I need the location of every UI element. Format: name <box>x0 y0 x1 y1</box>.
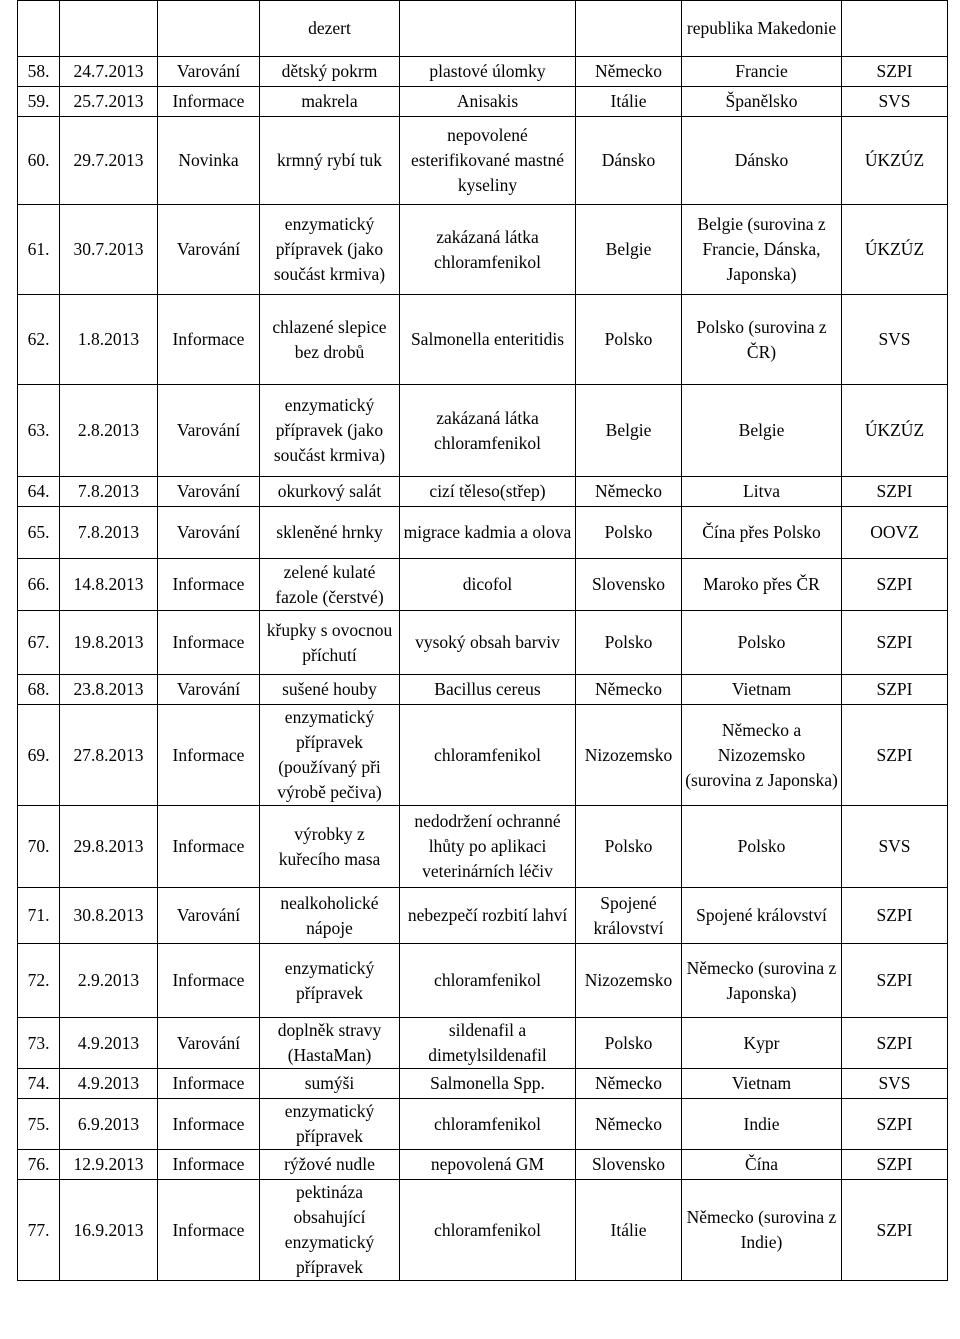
row-notifying-country: Polsko (surovina z ČR) <box>682 295 842 385</box>
table-row <box>18 888 948 944</box>
row-origin-country: Dánsko <box>576 117 682 205</box>
row-authority: SZPI <box>842 57 948 87</box>
row-origin-country: Itálie <box>576 87 682 117</box>
row-notifying-country: Maroko přes ČR <box>682 559 842 611</box>
row-number: 76. <box>18 1150 60 1180</box>
row-type: Varování <box>158 57 260 87</box>
row-notifying-country: Polsko <box>682 611 842 675</box>
row-origin-country: Německo <box>576 477 682 507</box>
row-authority: SZPI <box>842 1099 948 1150</box>
row-number: 77. <box>18 1180 60 1281</box>
table-row <box>18 1150 948 1180</box>
row-authority: SZPI <box>842 611 948 675</box>
row-type: Informace <box>158 611 260 675</box>
row-date <box>60 1 158 57</box>
table-row <box>18 1018 948 1069</box>
row-notifying-country: Kypr <box>682 1018 842 1069</box>
row-notifying-country: Vietnam <box>682 675 842 705</box>
row-product: enzymatický přípravek <box>260 1099 400 1150</box>
row-authority: SZPI <box>842 559 948 611</box>
row-number: 64. <box>18 477 60 507</box>
row-hazard: Anisakis <box>400 87 576 117</box>
row-hazard: migrace kadmia a olova <box>400 507 576 559</box>
row-type: Varování <box>158 507 260 559</box>
row-type: Informace <box>158 1099 260 1150</box>
row-date: 23.8.2013 <box>60 675 158 705</box>
row-authority: SVS <box>842 87 948 117</box>
row-type: Informace <box>158 559 260 611</box>
row-authority: SZPI <box>842 1180 948 1281</box>
row-date: 6.9.2013 <box>60 1099 158 1150</box>
row-authority: SVS <box>842 295 948 385</box>
row-type: Informace <box>158 705 260 806</box>
row-hazard: nebezpečí rozbití lahví <box>400 888 576 944</box>
row-hazard: sildenafil a dimetylsildenafil <box>400 1018 576 1069</box>
row-hazard: cizí těleso(střep) <box>400 477 576 507</box>
row-number: 67. <box>18 611 60 675</box>
table-row <box>18 1 948 57</box>
row-authority: SZPI <box>842 705 948 806</box>
row-product: okurkový salát <box>260 477 400 507</box>
row-type: Informace <box>158 295 260 385</box>
row-hazard: Salmonella Spp. <box>400 1069 576 1099</box>
row-type: Varování <box>158 675 260 705</box>
row-product: výrobky z kuřecího masa <box>260 806 400 888</box>
row-number: 72. <box>18 944 60 1018</box>
row-origin-country: Německo <box>576 57 682 87</box>
row-origin-country: Německo <box>576 1069 682 1099</box>
row-type: Informace <box>158 806 260 888</box>
row-number: 74. <box>18 1069 60 1099</box>
row-date: 30.7.2013 <box>60 205 158 295</box>
row-origin-country: Spojené království <box>576 888 682 944</box>
row-date: 27.8.2013 <box>60 705 158 806</box>
row-type: Informace <box>158 87 260 117</box>
table-row <box>18 1069 948 1099</box>
row-product: enzymatický přípravek (používaný při výrobě pečiva) <box>260 705 400 806</box>
row-number: 73. <box>18 1018 60 1069</box>
table-row <box>18 944 948 1018</box>
row-origin-country: Nizozemsko <box>576 705 682 806</box>
row-hazard: Bacillus cereus <box>400 675 576 705</box>
row-type: Informace <box>158 1150 260 1180</box>
row-notifying-country: Indie <box>682 1099 842 1150</box>
row-notifying-country: Čína <box>682 1150 842 1180</box>
row-number: 70. <box>18 806 60 888</box>
row-notifying-country: Belgie (surovina z Francie, Dánska, Japonska) <box>682 205 842 295</box>
row-hazard: chloramfenikol <box>400 1180 576 1281</box>
row-authority: ÚKZÚZ <box>842 205 948 295</box>
row-product: enzymatický přípravek (jako součást krmiva) <box>260 385 400 477</box>
table-row <box>18 117 948 205</box>
row-origin-country: Slovensko <box>576 1150 682 1180</box>
row-origin-country: Německo <box>576 675 682 705</box>
row-hazard: nepovolené esterifikované mastné kyseliny <box>400 117 576 205</box>
table-row <box>18 477 948 507</box>
row-product: pektináza obsahující enzymatický přípravek <box>260 1180 400 1281</box>
row-product: enzymatický přípravek <box>260 944 400 1018</box>
row-notifying-country: Litva <box>682 477 842 507</box>
row-hazard: Salmonella enteritidis <box>400 295 576 385</box>
row-authority: SZPI <box>842 1018 948 1069</box>
row-date: 29.7.2013 <box>60 117 158 205</box>
table-row <box>18 87 948 117</box>
table-row <box>18 1180 948 1281</box>
row-origin-country <box>576 1 682 57</box>
row-origin-country: Slovensko <box>576 559 682 611</box>
row-date: 16.9.2013 <box>60 1180 158 1281</box>
row-date: 24.7.2013 <box>60 57 158 87</box>
row-type: Informace <box>158 944 260 1018</box>
row-origin-country: Polsko <box>576 295 682 385</box>
row-date: 2.8.2013 <box>60 385 158 477</box>
table-row <box>18 675 948 705</box>
row-number: 68. <box>18 675 60 705</box>
row-date: 7.8.2013 <box>60 507 158 559</box>
row-product: nealkoholické nápoje <box>260 888 400 944</box>
row-notifying-country: Vietnam <box>682 1069 842 1099</box>
row-origin-country: Belgie <box>576 205 682 295</box>
row-date: 30.8.2013 <box>60 888 158 944</box>
row-authority: OOVZ <box>842 507 948 559</box>
row-authority: SZPI <box>842 477 948 507</box>
row-number: 66. <box>18 559 60 611</box>
row-origin-country: Německo <box>576 1099 682 1150</box>
row-product: křupky s ovocnou příchutí <box>260 611 400 675</box>
row-number: 62. <box>18 295 60 385</box>
row-authority: SZPI <box>842 675 948 705</box>
table-row <box>18 507 948 559</box>
row-date: 14.8.2013 <box>60 559 158 611</box>
row-product: krmný rybí tuk <box>260 117 400 205</box>
row-origin-country: Polsko <box>576 806 682 888</box>
row-hazard: chloramfenikol <box>400 1099 576 1150</box>
row-type: Varování <box>158 205 260 295</box>
row-number: 69. <box>18 705 60 806</box>
row-number: 71. <box>18 888 60 944</box>
row-date: 12.9.2013 <box>60 1150 158 1180</box>
row-number: 58. <box>18 57 60 87</box>
row-authority: ÚKZÚZ <box>842 385 948 477</box>
row-type: Varování <box>158 888 260 944</box>
row-product: rýžové nudle <box>260 1150 400 1180</box>
row-origin-country: Polsko <box>576 611 682 675</box>
row-hazard: nepovolená GM <box>400 1150 576 1180</box>
row-notifying-country: Belgie <box>682 385 842 477</box>
row-type: Varování <box>158 1018 260 1069</box>
row-number: 61. <box>18 205 60 295</box>
row-notifying-country: Dánsko <box>682 117 842 205</box>
row-number: 60. <box>18 117 60 205</box>
row-product: zelené kulaté fazole (čerstvé) <box>260 559 400 611</box>
row-product: sumýši <box>260 1069 400 1099</box>
row-hazard: zakázaná látka chloramfenikol <box>400 385 576 477</box>
notification-table <box>17 0 948 1281</box>
row-number: 75. <box>18 1099 60 1150</box>
row-type: Varování <box>158 477 260 507</box>
row-hazard: zakázaná látka chloramfenikol <box>400 205 576 295</box>
row-authority: SVS <box>842 1069 948 1099</box>
row-date: 7.8.2013 <box>60 477 158 507</box>
row-authority <box>842 1 948 57</box>
row-notifying-country: republika Makedonie <box>682 1 842 57</box>
row-notifying-country: Francie <box>682 57 842 87</box>
row-origin-country: Nizozemsko <box>576 944 682 1018</box>
row-hazard: nedodržení ochranné lhůty po aplikaci veterinárních léčiv <box>400 806 576 888</box>
row-date: 25.7.2013 <box>60 87 158 117</box>
table-row <box>18 705 948 806</box>
row-number: 65. <box>18 507 60 559</box>
row-origin-country: Polsko <box>576 1018 682 1069</box>
row-hazard: chloramfenikol <box>400 705 576 806</box>
row-authority: SZPI <box>842 888 948 944</box>
row-notifying-country: Německo a Nizozemsko (surovina z Japonska) <box>682 705 842 806</box>
row-notifying-country: Polsko <box>682 806 842 888</box>
table-row <box>18 1099 948 1150</box>
row-authority: SZPI <box>842 944 948 1018</box>
row-date: 4.9.2013 <box>60 1018 158 1069</box>
table-row <box>18 205 948 295</box>
row-product: sušené houby <box>260 675 400 705</box>
row-authority: SVS <box>842 806 948 888</box>
row-notifying-country: Německo (surovina z Japonska) <box>682 944 842 1018</box>
row-type <box>158 1 260 57</box>
table-row <box>18 559 948 611</box>
row-origin-country: Belgie <box>576 385 682 477</box>
row-hazard: vysoký obsah barviv <box>400 611 576 675</box>
row-type: Informace <box>158 1180 260 1281</box>
row-product: dezert <box>260 1 400 57</box>
row-number <box>18 1 60 57</box>
table-row <box>18 57 948 87</box>
row-hazard: dicofol <box>400 559 576 611</box>
table-row <box>18 806 948 888</box>
row-origin-country: Itálie <box>576 1180 682 1281</box>
row-type: Novinka <box>158 117 260 205</box>
row-notifying-country: Německo (surovina z Indie) <box>682 1180 842 1281</box>
table-body <box>18 1 948 1281</box>
row-hazard: plastové úlomky <box>400 57 576 87</box>
row-date: 2.9.2013 <box>60 944 158 1018</box>
row-product: enzymatický přípravek (jako součást krmiva) <box>260 205 400 295</box>
row-number: 59. <box>18 87 60 117</box>
row-product: skleněné hrnky <box>260 507 400 559</box>
row-product: chlazené slepice bez drobů <box>260 295 400 385</box>
row-date: 1.8.2013 <box>60 295 158 385</box>
row-origin-country: Polsko <box>576 507 682 559</box>
row-hazard: chloramfenikol <box>400 944 576 1018</box>
row-notifying-country: Spojené království <box>682 888 842 944</box>
row-date: 19.8.2013 <box>60 611 158 675</box>
row-hazard <box>400 1 576 57</box>
row-product: dětský pokrm <box>260 57 400 87</box>
row-authority: ÚKZÚZ <box>842 117 948 205</box>
row-product: doplněk stravy (HastaMan) <box>260 1018 400 1069</box>
table-row <box>18 295 948 385</box>
row-number: 63. <box>18 385 60 477</box>
row-type: Informace <box>158 1069 260 1099</box>
row-product: makrela <box>260 87 400 117</box>
row-notifying-country: Čína přes Polsko <box>682 507 842 559</box>
row-date: 29.8.2013 <box>60 806 158 888</box>
row-authority: SZPI <box>842 1150 948 1180</box>
row-date: 4.9.2013 <box>60 1069 158 1099</box>
row-notifying-country: Španělsko <box>682 87 842 117</box>
row-type: Varování <box>158 385 260 477</box>
table-row <box>18 385 948 477</box>
table-row <box>18 611 948 675</box>
